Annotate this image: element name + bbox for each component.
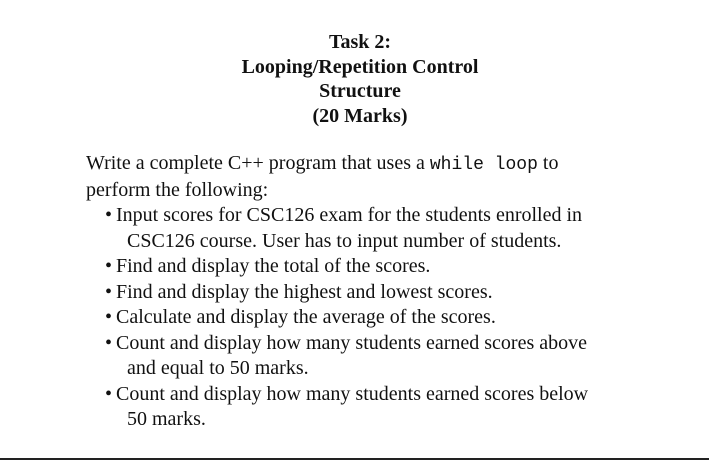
intro-line-1 (86, 151, 686, 178)
intro-prefix: Write a complete C++ program that uses a (86, 152, 430, 174)
list-item (105, 331, 695, 382)
list-item (105, 203, 695, 254)
list-item (105, 382, 695, 433)
title-line-marks: (20 Marks) (312, 104, 408, 127)
title-line-topic-cont: Structure (319, 80, 401, 102)
bullet-icon: • (105, 204, 113, 226)
bullet-icon: • (105, 306, 113, 328)
list-item-line: Count and display how many students earned scores above (116, 331, 588, 354)
list-item (105, 254, 695, 280)
list-item-line: Find and display the highest and lowest scores. (116, 280, 493, 303)
bullet-icon: • (105, 280, 113, 303)
list-item-line: Count and display how many students earned scores below (116, 382, 589, 405)
list-item-line: CSC126 course. User has to input number of students. (127, 229, 562, 252)
title-line-topic: Looping/Repetition Control (241, 55, 479, 78)
list-item-line: 50 marks. (127, 408, 206, 430)
list-item-line: Input scores for CSC126 exam for the students enrolled in (116, 204, 583, 226)
task-title (0, 30, 709, 128)
intro-line-2: perform the following: (86, 179, 269, 201)
bullet-icon: • (105, 382, 113, 405)
title-line-task-number: Task 2: (328, 31, 392, 53)
while-loop-code: while loop (429, 155, 538, 175)
list-item-line: and equal to 50 marks. (127, 357, 309, 379)
list-item (105, 280, 695, 306)
list-item (105, 305, 695, 331)
bottom-divider (0, 458, 709, 460)
requirements-list (105, 203, 695, 433)
bullet-icon: • (105, 255, 113, 277)
list-item-line: Find and display the total of the scores. (116, 255, 431, 277)
list-item-line: Calculate and display the average of the scores. (116, 306, 496, 328)
intro-suffix: to (537, 152, 559, 174)
bullet-icon: • (105, 331, 113, 354)
intro-paragraph (86, 151, 686, 203)
